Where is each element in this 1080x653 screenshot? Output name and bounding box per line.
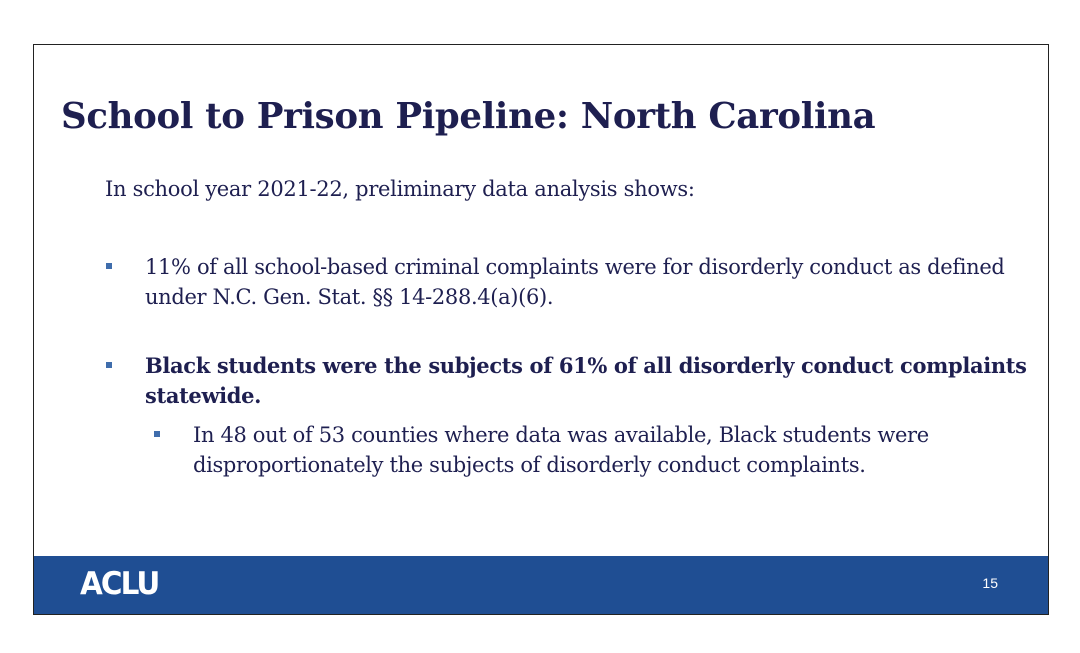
slide-title: School to Prison Pipeline: North Carolina [61,96,876,137]
sub-bullet-item [154,420,1014,480]
aclu-logo: ACLU [80,566,159,602]
bullet-marker-icon [106,362,112,368]
bullet-item-bold [106,351,1036,411]
bullet-text: Black students were the subjects of 61% of all disorderly conduct complaints statewide. [145,353,1027,408]
slide [33,44,1049,615]
bullet-marker-icon [154,431,160,437]
bullet-marker-icon [106,263,112,269]
bullet-text: 11% of all school-based criminal complaints were for disorderly conduct as defined under N.C. Gen. Stat. §§ 14-288.4(a)(6). [145,255,1005,309]
page-number: 15 [982,575,998,591]
intro-text: In school year 2021-22, preliminary data analysis shows: [105,177,695,201]
bullet-item [106,252,1036,312]
sub-bullet-text: In 48 out of 53 counties where data was available, Black students were disproportionately the subjects of disorderly conduct complaints. [193,423,929,477]
footer-bar [34,556,1048,614]
